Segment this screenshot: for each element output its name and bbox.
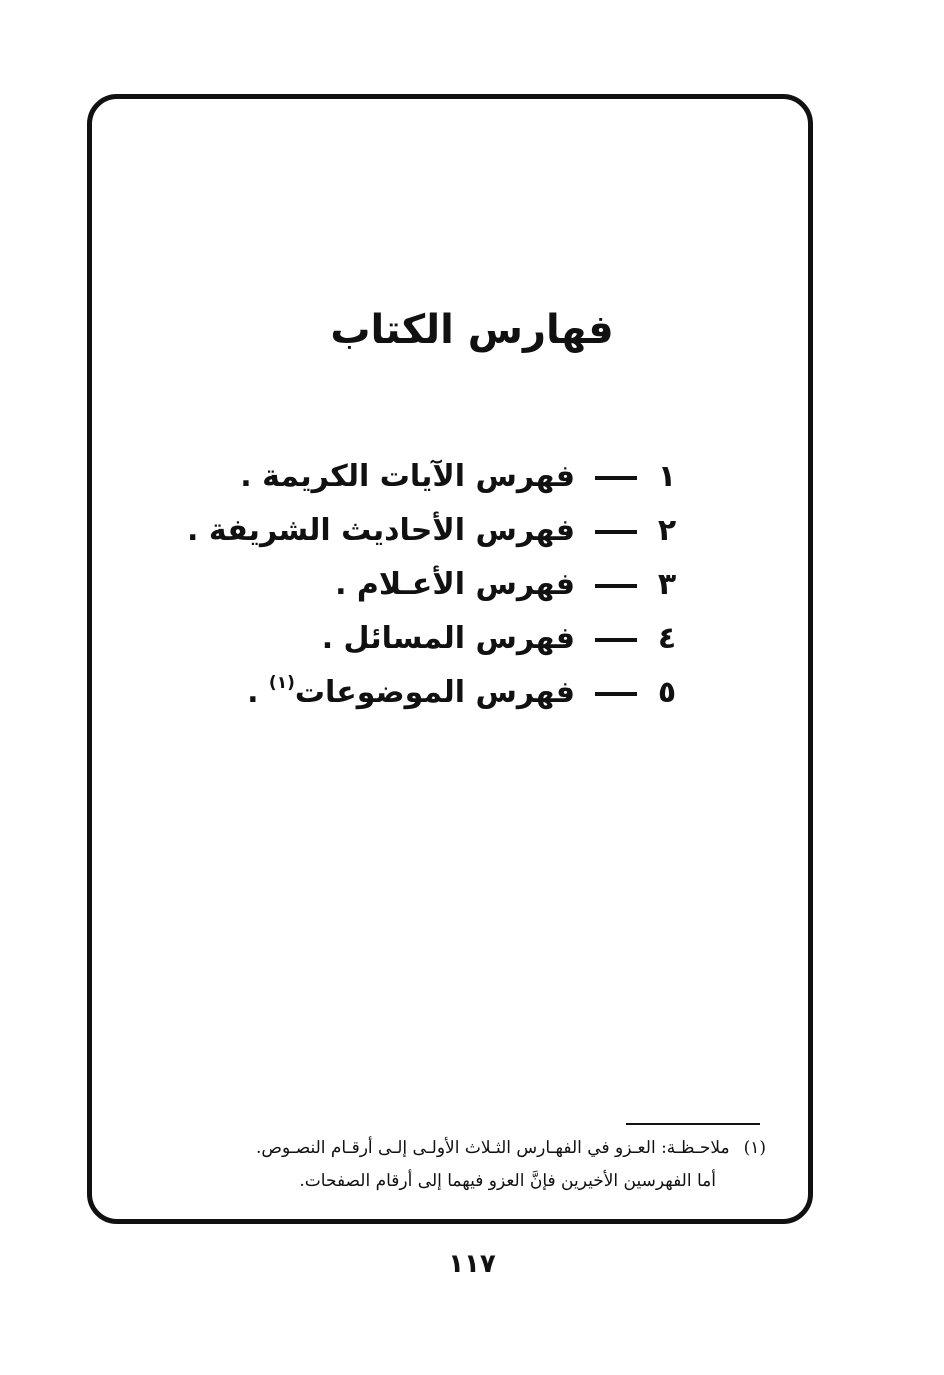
footnote-text-1: ملاحـظـة: العـزو في الفهـارس الثـلاث الأولـى إلـى أرقـام النصـوص. [256,1138,730,1158]
list-item-text: فهرس الأحاديث الشريفة . [187,513,575,548]
list-item [150,450,685,504]
dash-separator [595,530,637,534]
list-item-text [247,666,575,724]
index-list [150,450,685,720]
list-item [150,666,685,720]
list-item-number: ٥ [657,675,677,710]
footnote-reference: (١) [268,673,295,693]
dash-separator [595,692,637,696]
footnote-separator [626,1123,760,1125]
list-item-label: فهرس الموضوعات [294,675,575,710]
footnote [140,1132,766,1198]
list-item [150,504,685,558]
footnote-marker: (١) [743,1138,766,1158]
list-item-text: فهرس الأعـلام . [335,567,575,602]
page-title: فهارس الكتاب [330,307,614,353]
list-item-number: ٢ [657,513,677,548]
list-item-number: ٣ [657,567,677,602]
footnote-line-1 [140,1132,766,1165]
page-number: ١١٧ [448,1249,496,1279]
list-item-period: . [247,675,269,710]
list-item [150,558,685,612]
list-item-text: فهرس المسائل . [321,621,575,656]
dash-separator [595,584,637,588]
list-item-number: ٤ [657,621,677,656]
dash-separator [595,476,637,480]
footnote-line-2: أما الفهرسين الأخيرين فإنَّ العزو فيهما إلى أرقام الصفحات. [299,1171,716,1191]
list-item-number: ١ [657,459,677,494]
list-item [150,612,685,666]
dash-separator [595,638,637,642]
list-item-text: فهرس الآيات الكريمة . [240,459,575,494]
